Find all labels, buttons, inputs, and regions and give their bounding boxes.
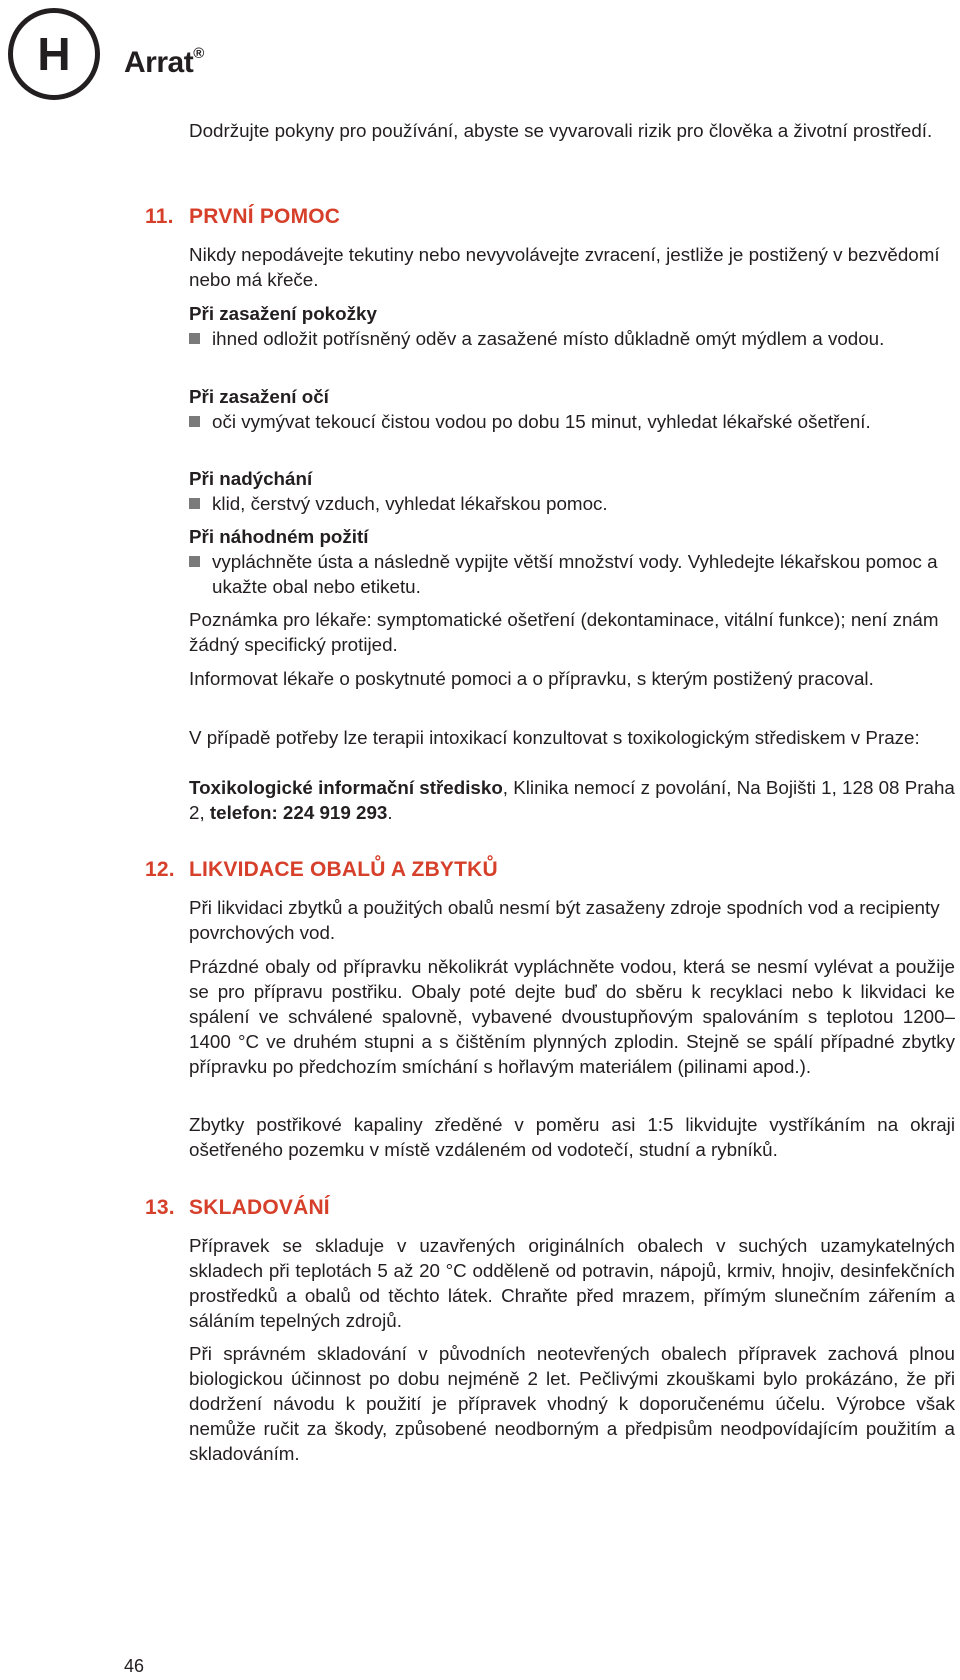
page-number: 46 [124,1656,145,1676]
consult-paragraph: V případě potřeby lze terapii intoxikací konzultovat s toxikologickým střediskem v Praze: [189,727,920,748]
bullet-item [189,491,955,516]
section-title: LIKVIDACE OBALŮ A ZBYTKŮ [189,858,498,881]
skin-contact-block [189,301,955,351]
section-12-heading [145,858,498,882]
center-end: . [387,802,393,823]
bullet-square-icon [189,416,200,427]
ingestion-block [189,524,955,599]
bullet-text: oči vymývat tekoucí čistou vodou po dobu 15 minut, vyhledat lékařské ošetření. [212,411,871,432]
brand-name: Arrat [124,46,194,79]
bullet-square-icon [189,556,200,567]
disposal-paragraph-1: Při likvidaci zbytků a použitých obalů nesmí být zasaženy zdroje spodních vod a recipienty povrchových vod. [189,897,940,943]
subheading: Při zasažení očí [189,386,329,407]
section-title: PRVNÍ POMOC [189,205,341,228]
bullet-item [189,409,955,434]
first-aid-intro: Nikdy nepodávejte tekutiny nebo nevyvolávejte zvracení, jestliže je postižený v bezvědomí nebo má křeče. [189,244,940,290]
section-11-heading [145,205,340,229]
section-number: 11. [145,205,174,228]
center-phone: telefon: 224 919 293 [209,802,388,823]
bullet-square-icon [189,333,200,344]
section-title: SKLADOVÁNÍ [189,1196,330,1219]
subheading: Při nadýchání [189,468,313,489]
storage-paragraph-2: Při správném skladování v původních neotevřených obalech přípravek zachová plnou biologickou účinnost po dobu nejméně 2 let. Pečlivými zkouškami bylo prokázáno, že při dodržení návodu k použití je přípravek vhodný k doporučenému účelu. Výrobce však nemůže ručit za škody, způsobené neodborným a předpisům neodpovídajícím použitím a skladováním. [189,1343,955,1464]
toxicology-center [189,775,955,825]
logo-letter: H [37,28,71,80]
storage-paragraph-1: Přípravek se skladuje v uzavřených originálních obalech v suchých uzamykatelných skladech při teplotách 5 až 20 °C odděleně od potravin, nápojů, krmiv, hnojiv, desinfekčních prostředků a obalů od těchto látek. Chraňte před mrazem, přímým slunečním zářením a sáláním tepelných zdrojů. [189,1235,955,1331]
eye-contact-block [189,384,955,434]
disposal-paragraph-2: Prázdné obaly od přípravku několikrát vypláchněte vodou, která se nesmí vylévat a použije se pro přípravu postřiku. Obaly poté dejte buď do sběru k recyklaci nebo k likvidaci ke spálení ve schválené spalovně, vybavené dvoustupňovým spalováním s teplotou 1200–1400 °C ve druhém stupni a s čištěním plynných zplodin. Stejně se spálí případné zbytky přípravku po předchozím smíchání s hořlavým materiálem (pilinami apod.). [189,956,955,1077]
bullet-square-icon [189,498,200,509]
bullet-item [189,326,955,351]
section-number: 12. [145,858,175,881]
registered-mark: ® [193,45,204,62]
doctor-note: Poznámka pro lékaře: symptomatické ošetření (dekontaminace, vitální funkce); není znám žádný specifický protijed. [189,609,939,655]
bullet-text: vypláchněte ústa a následně vypijte větší množství vody. Vyhledejte lékařskou pomoc a ukažte obal nebo etiketu. [212,551,938,597]
page-header [8,8,408,100]
bullet-text: ihned odložit potřísněný oděv a zasažené místo důkladně omýt mýdlem a vodou. [212,328,885,349]
disposal-paragraph-3: Zbytky postřikové kapaliny zředěné v poměru asi 1:5 likvidujte vystříkáním na okraji ošetřeného pozemku v místě vzdáleném od vodotečí, studní a rybníků. [189,1114,955,1160]
hazard-logo-circle [8,8,100,100]
center-name: Toxikologické informační středisko [189,777,503,798]
inform-doctor: Informovat lékaře o poskytnuté pomoci a o přípravku, s kterým postižený pracoval. [189,668,874,689]
section-13-heading [145,1196,330,1220]
intro-paragraph: Dodržujte pokyny pro používání, abyste se vyvarovali rizik pro člověka a životní prostředí. [189,120,933,141]
subheading: Při zasažení pokožky [189,303,377,324]
center-address: , Klinika nemocí z povolání, Na Bojišti 1, 128 08 Praha 2, [189,777,955,823]
section-number: 13. [145,1196,175,1219]
bullet-item [189,549,955,599]
inhalation-block [189,466,955,516]
bullet-text: klid, čerstvý vzduch, vyhledat lékařskou pomoc. [212,493,608,514]
brand-title [124,46,204,80]
subheading: Při náhodném požití [189,526,369,547]
